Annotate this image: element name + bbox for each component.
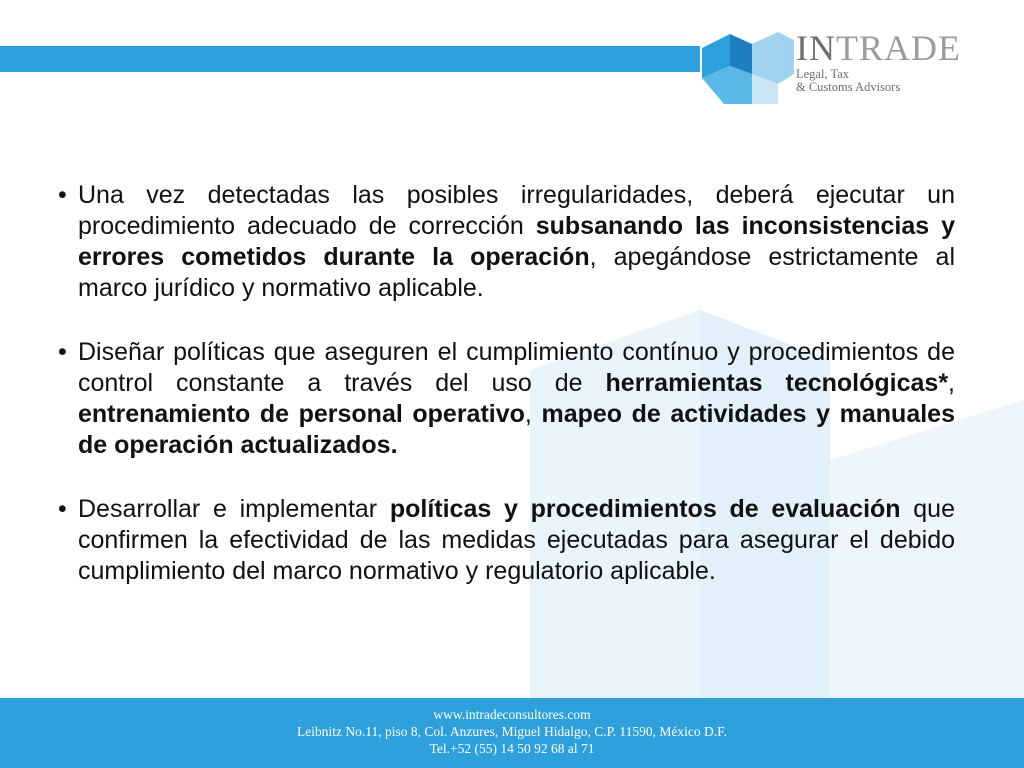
bullet-text-bold: herramientas tecnológicas* [605, 369, 949, 397]
logo-tagline-line1: Legal, Tax [796, 67, 850, 81]
footer-address: Leibnitz No.11, piso 8, Col. Anzures, Miguel Hidalgo, C.P. 11590, México D.F. [297, 724, 727, 739]
logo-title [796, 30, 996, 66]
bullet-text: Diseñar políticas que aseguren el cumplimiento contínuo y procedimientos de control constante a través del uso de [78, 338, 955, 397]
bullet-item [58, 337, 955, 461]
bullet-text-bold: entrenamiento de personal operativo [78, 400, 525, 428]
bullet-text: , [524, 400, 542, 428]
logo-tagline-line2: & Customs Advisors [796, 80, 901, 94]
intrade-logo [796, 30, 996, 94]
bullet-text: Una vez detectadas las posibles irregularidades, deberá ejecutar un procedimiento adecuado de corrección [78, 181, 955, 240]
bullet-text: que confirmen la efectividad de las medidas ejecutadas para asegurar el debido cumplimiento del marco normativo y regulatorio aplicable. [78, 495, 955, 585]
bullet-text: , apegándose estrictamente al marco jurídico y normativo aplicable. [78, 243, 955, 302]
bullet-item [58, 180, 955, 304]
logo-title-part1: IN [796, 28, 836, 68]
footer-phone: Tel.+52 (55) 14 50 92 68 al 71 [429, 741, 595, 756]
header-accent-bar [0, 46, 700, 72]
bullet-text-bold: subsanando las inconsistencias y errores cometidos durante la operación [78, 212, 955, 271]
bullet-text: , [948, 369, 955, 397]
bullet-text-bold: mapeo de actividades y manuales de operación actualizados. [78, 400, 955, 459]
footer-website-link[interactable]: www.intradeconsultores.com [433, 707, 591, 722]
bullet-marker: • [58, 181, 67, 209]
bullet-marker: • [58, 495, 67, 523]
bullet-marker: • [58, 338, 67, 366]
intrade-logo-cube-icon [700, 26, 796, 104]
bullet-text-bold: políticas y procedimientos de evaluación [389, 495, 901, 523]
bullet-text: Desarrollar e implementar [78, 495, 390, 523]
bullet-list [58, 180, 955, 620]
bullet-item [58, 494, 955, 587]
footer [0, 698, 1024, 768]
logo-title-part2: TRADE [836, 28, 961, 68]
